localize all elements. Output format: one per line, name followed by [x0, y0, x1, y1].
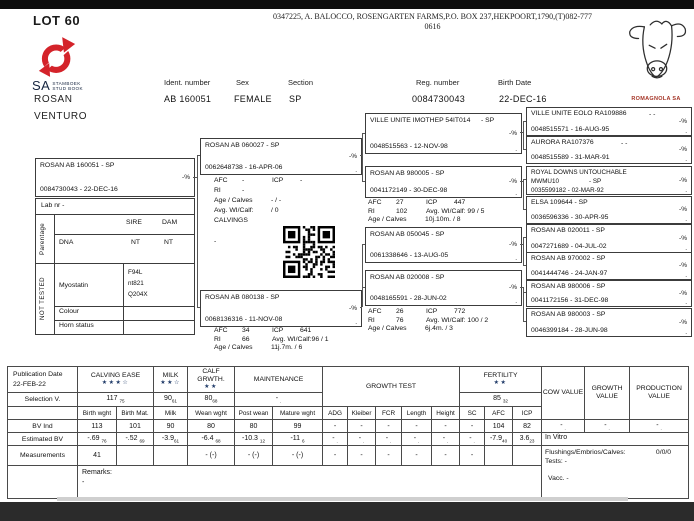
- table-row-measurements: [8, 446, 689, 466]
- pedigree-box-ggp2: [526, 136, 692, 164]
- col-kleiber: Kleiber: [348, 407, 376, 420]
- ggp-reg: 0048515589 - 31-MAR-91: [531, 154, 610, 161]
- ggp-percent: -%: [679, 117, 687, 125]
- address-line-2: 0616: [424, 21, 441, 31]
- ri-value: 76: [396, 316, 404, 324]
- group-calving-ease: CALVING EASE ★★★☆: [78, 367, 154, 393]
- measurement-cell: -: [460, 446, 485, 466]
- bv-ind-cell: 80: [188, 420, 235, 433]
- sire-reg: 0062648738 - 16-APR-06: [205, 164, 283, 171]
- bv-ind-cell: 99: [273, 420, 323, 433]
- bv-ind-row-label: BV Ind: [8, 420, 78, 433]
- est-bv-cell: -.69 $_{76}$: [78, 433, 117, 446]
- gp-reg: 0048515563 - 12-NOV-98: [370, 143, 448, 150]
- est-bv-cell: - $_.$: [376, 433, 402, 446]
- ident-number-value: AB 160051: [164, 94, 212, 104]
- animal-box-reg: 0084730043 - 22-DEC-16: [40, 186, 118, 193]
- ri-label: RI: [214, 187, 221, 194]
- selection-fertility-cell: 85 $_{32}$: [460, 393, 542, 407]
- est-bv-cell: -6.4 $_{68}$: [188, 433, 235, 446]
- ggp-percent: -%: [679, 234, 687, 242]
- col-birth-mat: Birth Mat.: [117, 407, 154, 420]
- gp-name: ROSAN AB 050045 - SP: [370, 231, 445, 238]
- flushings-label: Flushings/Embrios/Calves:: [545, 449, 626, 456]
- pedigree-connector: [362, 181, 365, 182]
- dam-column-label: DAM: [162, 219, 178, 226]
- group-production-value: PRODUCTION VALUE: [630, 367, 689, 420]
- avg-wi-calf: Avg. WI/Calf:96 / 1: [272, 335, 329, 343]
- measurement-cell: - (-): [188, 446, 235, 466]
- ggp-name-line2: MWMU10: [531, 178, 559, 185]
- pedigree-connector: [362, 244, 363, 307]
- dot-mark: .: [685, 128, 687, 135]
- dot-mark: .: [685, 272, 687, 279]
- ggp-name: ELSA 109644 - SP: [531, 199, 588, 206]
- lot-number: LOT 60: [33, 13, 81, 28]
- table-row-bv-ind: [8, 420, 689, 433]
- icp-value: 447: [454, 199, 466, 206]
- calvings-label: CALVINGS: [214, 217, 248, 224]
- dot-mark: .: [685, 329, 687, 336]
- pedigree-connector: [520, 181, 523, 182]
- sire-name: ROSAN AB 060027 - SP: [205, 142, 280, 149]
- avg-wi-calf: Avg. WI/Calf: 99 / 5: [426, 207, 485, 215]
- pedigree-box-gp1: [365, 113, 522, 154]
- bv-ind-cell: -: [348, 420, 376, 433]
- dam-percent: -%: [349, 304, 357, 312]
- dot-mark: .: [355, 167, 357, 174]
- est-bv-cell: $-3.9_{61}$: [154, 433, 188, 446]
- ri-label: RI: [214, 335, 221, 343]
- top-black-bar: [0, 0, 694, 9]
- measurement-cell: [117, 446, 154, 466]
- publication-date-label: Publication Date: [13, 370, 63, 378]
- sa-label: SA: [32, 78, 51, 93]
- age-calves-label: Age / Calves: [214, 344, 253, 351]
- est-bv-cell: $3.6_{23}$: [513, 433, 542, 446]
- est-bv-cell: $-7.9_{40}$: [485, 433, 513, 446]
- breed-caption: ROMAGNOLA SA: [631, 96, 681, 102]
- bv-ind-cell: -: [323, 420, 348, 433]
- pedigree-connector: [523, 149, 526, 150]
- selection-milk-cell: $90_{61}$: [154, 393, 188, 407]
- animal-box-percent: -%: [182, 173, 190, 181]
- est-bv-cell: -11 $_6$: [273, 433, 323, 446]
- ggp-percent: -%: [679, 262, 687, 270]
- sex-label: Sex: [236, 78, 249, 87]
- pedigree-connector: [523, 179, 524, 209]
- ggp-percent: -%: [679, 318, 687, 326]
- selection-calf-cell: $80_{68}$: [188, 393, 235, 407]
- pedigree-box-ggp3: [526, 166, 692, 195]
- pedigree-connector: [362, 133, 363, 181]
- ggp-reg: 0041172156 - 31-DEC-98: [531, 297, 609, 304]
- dot-mark: .: [685, 245, 687, 252]
- afc-value: 26: [396, 308, 404, 315]
- address-line-1: 0347225, A. BALOCCO, ROSENGARTEN FARMS,P.O. BOX 237,HEKPOORT,1790,(T)082-777: [273, 12, 592, 21]
- age-calves-label: Age / Calves: [368, 325, 407, 332]
- estimated-bv-row-label: Estimated BV: [8, 433, 78, 446]
- pedigree-connector: [193, 177, 197, 178]
- pedigree-connector: [197, 155, 198, 307]
- gp-name: ROSAN AB 980005 - SP: [370, 170, 445, 177]
- age-calves-label: Age / Calves: [214, 197, 253, 204]
- col-post-wean: Post wean: [235, 407, 273, 420]
- myostatin-value: nt821: [128, 280, 144, 287]
- ggp-name: ROYAL DOWNS UNTOUCHABLE: [531, 169, 627, 176]
- est-bv-cell: - $_.$: [323, 433, 348, 446]
- calvings-value: -: [214, 238, 217, 245]
- pedigree-box-ggp1: [526, 107, 692, 136]
- gp4-stats: [368, 308, 488, 334]
- reg-number-value: 0084730043: [412, 94, 466, 104]
- ggp-name: ROSAN AB 020011 - SP: [531, 227, 605, 234]
- pedigree-box-gp3: [365, 227, 522, 263]
- dot-mark: .: [515, 255, 517, 262]
- measurement-cell: -: [402, 446, 432, 466]
- gp-percent: -%: [509, 284, 517, 292]
- breeding-values-table: [7, 366, 689, 499]
- col-wean-wght: Wean wght: [188, 407, 235, 420]
- est-bv-cell: - $_.$: [432, 433, 460, 446]
- bv-ind-cell: 82: [513, 420, 542, 433]
- ggp-reg: 0046399184 - 28-JUN-98: [531, 327, 608, 334]
- avg-wi-calf: Avg. WI/Calf: 100 / 2: [426, 316, 489, 324]
- icp-label: ICP: [272, 327, 284, 334]
- bv-ind-cell: -: [376, 420, 402, 433]
- in-vitro-label: In Vitro: [542, 433, 689, 446]
- pedigree-box-gp2: [365, 166, 522, 198]
- pedigree-box-ggp7: [526, 280, 692, 307]
- gp-name: ROSAN AB 020008 - SP: [370, 274, 445, 281]
- avg-wi-calf-label: Avg. WI/Calf:: [214, 207, 254, 214]
- horn-status-label: Horn status: [59, 322, 94, 329]
- parentage-label: Parentage: [39, 222, 46, 256]
- pedigree-connector: [523, 321, 526, 322]
- bv-ind-cell: -: [460, 420, 485, 433]
- pedigree-connector: [197, 307, 200, 308]
- myostatin-value: Q204X: [128, 291, 148, 298]
- flushings-value: 0/0/0: [655, 449, 672, 456]
- ggp-section: - SP: [589, 178, 602, 185]
- flushings-cell: [542, 446, 689, 499]
- col-birth-wght: Birth wght: [78, 407, 117, 420]
- ggp-percent: -%: [679, 206, 687, 214]
- measurement-cell: [485, 446, 513, 466]
- gp2-stats: [368, 199, 484, 225]
- icp-label: ICP: [426, 308, 438, 315]
- calf-growth-stars: ★★: [204, 384, 218, 390]
- publication-date-value: 22-FEB-22: [13, 380, 46, 388]
- fertility-stars: ★★: [493, 380, 508, 386]
- measurements-row-label: Measurements: [8, 446, 78, 466]
- sire-percent: -%: [349, 152, 357, 160]
- animal-name-line2: VENTURO: [34, 111, 88, 122]
- dot-mark: .: [685, 187, 687, 194]
- remarks-cell: [78, 466, 542, 499]
- birth-date-label: Birth Date: [498, 78, 532, 87]
- sex-value: FEMALE: [234, 94, 272, 104]
- bv-ind-cell: -: [402, 420, 432, 433]
- pedigree-box-sire: [200, 138, 362, 175]
- dot-mark: .: [355, 319, 357, 326]
- afc-value: -: [242, 177, 245, 184]
- table-row-groups: [8, 367, 689, 393]
- pedigree-connector: [523, 237, 524, 265]
- ggp-percent: -%: [679, 176, 687, 184]
- selection-calving-cell: 117 $_{75}$: [78, 393, 154, 407]
- pedigree-connector: [362, 133, 365, 134]
- age-calves-value: - / -: [271, 197, 282, 204]
- pedigree-connector: [523, 179, 526, 180]
- ri-label: RI: [368, 207, 375, 215]
- gp-percent: -%: [509, 178, 517, 186]
- studbook-logo-icon: [38, 36, 76, 78]
- pedigree-box-gp4: [365, 270, 522, 306]
- measurement-cell: -: [348, 446, 376, 466]
- ggp-reg: 0041444746 - 24-JAN-97: [531, 270, 608, 277]
- ggp-name: ROSAN AB 970002 - SP: [531, 255, 606, 262]
- pedigree-connector: [523, 237, 526, 238]
- gp-percent: -%: [509, 129, 517, 137]
- est-bv-cell: -.52 $_{69}$: [117, 433, 154, 446]
- bv-ind-cell: 113: [78, 420, 117, 433]
- dam-name: ROSAN AB 080138 - SP: [205, 294, 280, 301]
- measurement-cell: [513, 446, 542, 466]
- dna-dam-value: NT: [164, 239, 174, 246]
- pedigree-connector: [523, 209, 526, 210]
- pedigree-connector: [197, 155, 200, 156]
- studbook-logo-text: [32, 78, 83, 93]
- measurement-cell: - (-): [273, 446, 323, 466]
- bull-head-illustration: [623, 15, 691, 95]
- bv-ind-cell: 104: [485, 420, 513, 433]
- empty-cell: [8, 407, 78, 420]
- vacc-label: Vacc. -: [548, 475, 569, 482]
- icp-value: 772: [454, 308, 466, 315]
- icp-label: ICP: [272, 177, 284, 184]
- breeder-address: [200, 12, 665, 31]
- group-cow-value: COW VALUE: [542, 367, 585, 420]
- ri-value: 102: [396, 207, 408, 215]
- group-calf-growth: CALF GRWTH. ★★: [188, 367, 235, 393]
- section-value: SP: [289, 94, 302, 104]
- est-bv-cell: - $_.$: [460, 433, 485, 446]
- col-icp: ICP: [513, 407, 542, 420]
- pedigree-box-ggp6: [526, 252, 692, 280]
- dot-mark: .: [515, 190, 517, 197]
- measurement-cell: 41: [78, 446, 117, 466]
- gp-name: VILLE UNITE IMOTHEP 54IT014: [370, 117, 471, 124]
- col-sc: SC: [460, 407, 485, 420]
- afc-value: 27: [396, 199, 404, 206]
- ggp-percent: -%: [679, 146, 687, 154]
- ident-number-label: Ident. number: [164, 78, 211, 87]
- selection-row-label: Selection V.: [8, 393, 78, 407]
- ggp-name: ROSAN AB 980003 - SP: [531, 311, 606, 318]
- qr-code: [283, 226, 335, 278]
- age-calves-value: 6j.4m. / 3: [425, 325, 453, 332]
- gp-reg: 0061338646 - 13-AUG-05: [370, 252, 449, 259]
- measurement-cell: [154, 446, 188, 466]
- measurement-cell: - (-): [235, 446, 273, 466]
- animal-box-name: ROSAN AB 160051 - SP: [40, 162, 115, 169]
- col-adg: ADG: [323, 407, 348, 420]
- col-height: Height: [432, 407, 460, 420]
- remarks-value: -: [82, 479, 85, 486]
- est-bv-cell: - $_.$: [348, 433, 376, 446]
- dot-mark: .: [515, 146, 517, 153]
- page-shadow: [57, 497, 628, 501]
- dot-mark: .: [685, 299, 687, 306]
- lab-table: [35, 198, 195, 335]
- afc-label: AFC: [368, 199, 382, 206]
- dam-reg: 0068136316 - 11-NOV-08: [205, 316, 283, 323]
- pedigree-connector: [362, 244, 365, 245]
- pedigree-connector: [520, 244, 523, 245]
- afc-value: 34: [242, 327, 250, 334]
- publication-date-cell: [8, 367, 78, 393]
- ri-value: 66: [242, 335, 250, 343]
- pedigree-connector: [520, 287, 523, 288]
- pedigree-connector: [360, 307, 362, 308]
- bottom-dark-bar: [0, 502, 694, 521]
- dna-label: DNA: [59, 239, 74, 246]
- group-fertility: FERTILITY ★★: [460, 367, 542, 393]
- ggp-section: - -: [649, 111, 656, 118]
- gp-section: - SP: [481, 117, 495, 124]
- bv-ind-cell: 90: [154, 420, 188, 433]
- ggp-reg: 0047271689 - 04-JUL-02: [531, 243, 607, 250]
- ri-label: RI: [368, 316, 375, 324]
- milk-stars: ★★☆: [160, 380, 181, 386]
- dna-sire-value: NT: [131, 239, 141, 246]
- col-length: Length: [402, 407, 432, 420]
- age-calves-label: Age / Calves: [368, 216, 407, 223]
- lab-nr-label: Lab nr -: [41, 202, 65, 209]
- section-label: Section: [288, 78, 314, 87]
- bv-ind-cell: 80: [235, 420, 273, 433]
- ggp-name: ROSAN AB 980006 - SP: [531, 283, 606, 290]
- pedigree-connector: [523, 292, 526, 293]
- ggp-reg: 0035599182 - 02-MAR-92: [531, 187, 604, 194]
- pedigree-box-dam: [200, 290, 362, 327]
- tests-label: Tests: -: [545, 458, 567, 465]
- avg-wi-calf-value: / 0: [271, 207, 279, 214]
- est-bv-cell: - $_.$: [402, 433, 432, 446]
- est-bv-cell: -10.3 $_{12}$: [235, 433, 273, 446]
- gp-reg: 0048165591 - 28-JUN-02: [370, 295, 447, 302]
- colour-label: Colour: [59, 308, 80, 315]
- dot-mark: .: [685, 216, 687, 223]
- col-fcr: FCR: [376, 407, 402, 420]
- bv-ind-cell: 101: [117, 420, 154, 433]
- measurement-cell: -: [376, 446, 402, 466]
- ggp-reg: 0048515571 - 16-AUG-95: [531, 126, 610, 133]
- col-mature-wght: Mature wght: [273, 407, 323, 420]
- ggp-percent: -%: [679, 289, 687, 297]
- cow-value-cell: - $_.$: [542, 420, 585, 433]
- pedigree-connector: [362, 287, 365, 288]
- pedigree-connector: [523, 121, 526, 122]
- group-growth-value: GROWTH VALUE: [585, 367, 630, 420]
- afc-label: AFC: [368, 308, 382, 315]
- growth-value-cell: - $_.$: [585, 420, 630, 433]
- myostatin-value: F94L: [128, 269, 143, 276]
- empty-cell: [8, 466, 78, 499]
- ggp-reg: 0036596336 - 30-APR-95: [531, 214, 609, 221]
- group-milk: MILK ★★☆: [154, 367, 188, 393]
- pedigree-box-ggp4: [526, 196, 692, 224]
- pedigree-connector: [520, 132, 523, 133]
- dam-stats: [214, 327, 329, 353]
- icp-label: ICP: [426, 199, 438, 206]
- pedigree-connector: [360, 155, 362, 156]
- sire-column-label: SIRE: [126, 219, 142, 226]
- measurement-cell: -: [432, 446, 460, 466]
- gp-percent: -%: [509, 241, 517, 249]
- age-calves-value: 11j.7m. / 6: [271, 344, 303, 351]
- icp-value: -: [300, 177, 303, 184]
- group-growth-test: GROWTH TEST: [323, 367, 460, 407]
- bv-ind-cell: -: [432, 420, 460, 433]
- pedigree-connector: [523, 265, 526, 266]
- pedigree-box-ggp8: [526, 308, 692, 337]
- col-milk: Milk: [154, 407, 188, 420]
- remarks-label: Remarks:: [82, 469, 112, 476]
- not-tested-label: NOT TESTED: [39, 277, 46, 321]
- reg-number-label: Reg. number: [416, 78, 460, 87]
- animal-name-line1: ROSAN: [34, 94, 73, 105]
- dot-mark: .: [515, 298, 517, 305]
- afc-label: AFC: [214, 177, 228, 184]
- studbook-label: STAMBOEK STUD BOOK: [52, 81, 83, 91]
- table-row-estimated-bv: [8, 433, 689, 446]
- selection-maintenance-cell: - $_.$: [235, 393, 323, 407]
- icp-value: 641: [300, 327, 312, 334]
- pedigree-box-ggp5: [526, 224, 692, 253]
- dot-mark: .: [685, 156, 687, 163]
- afc-label: AFC: [214, 327, 228, 334]
- myostatin-label: Myostatin: [59, 282, 89, 289]
- ggp-name: AURORA RA107376: [531, 139, 594, 146]
- col-afc: AFC: [485, 407, 513, 420]
- production-value-cell: - $_.$: [630, 420, 689, 433]
- ggp-section: - -: [621, 140, 628, 147]
- ri-value: -: [242, 187, 245, 194]
- group-maintenance: MAINTENANCE: [235, 367, 323, 393]
- age-calves-value: 10j.10m. / 8: [425, 216, 461, 223]
- gp-reg: 0041172149 - 30-DEC-98: [370, 187, 448, 194]
- pedigree-connector: [523, 121, 524, 149]
- birth-date-value: 22-DEC-16: [499, 94, 547, 104]
- pedigree-box-animal: [35, 158, 195, 197]
- measurement-cell: -: [323, 446, 348, 466]
- calving-ease-stars: ★★★☆: [101, 380, 130, 386]
- ggp-name: VILLE UNITE EOLO RA109886: [531, 110, 627, 117]
